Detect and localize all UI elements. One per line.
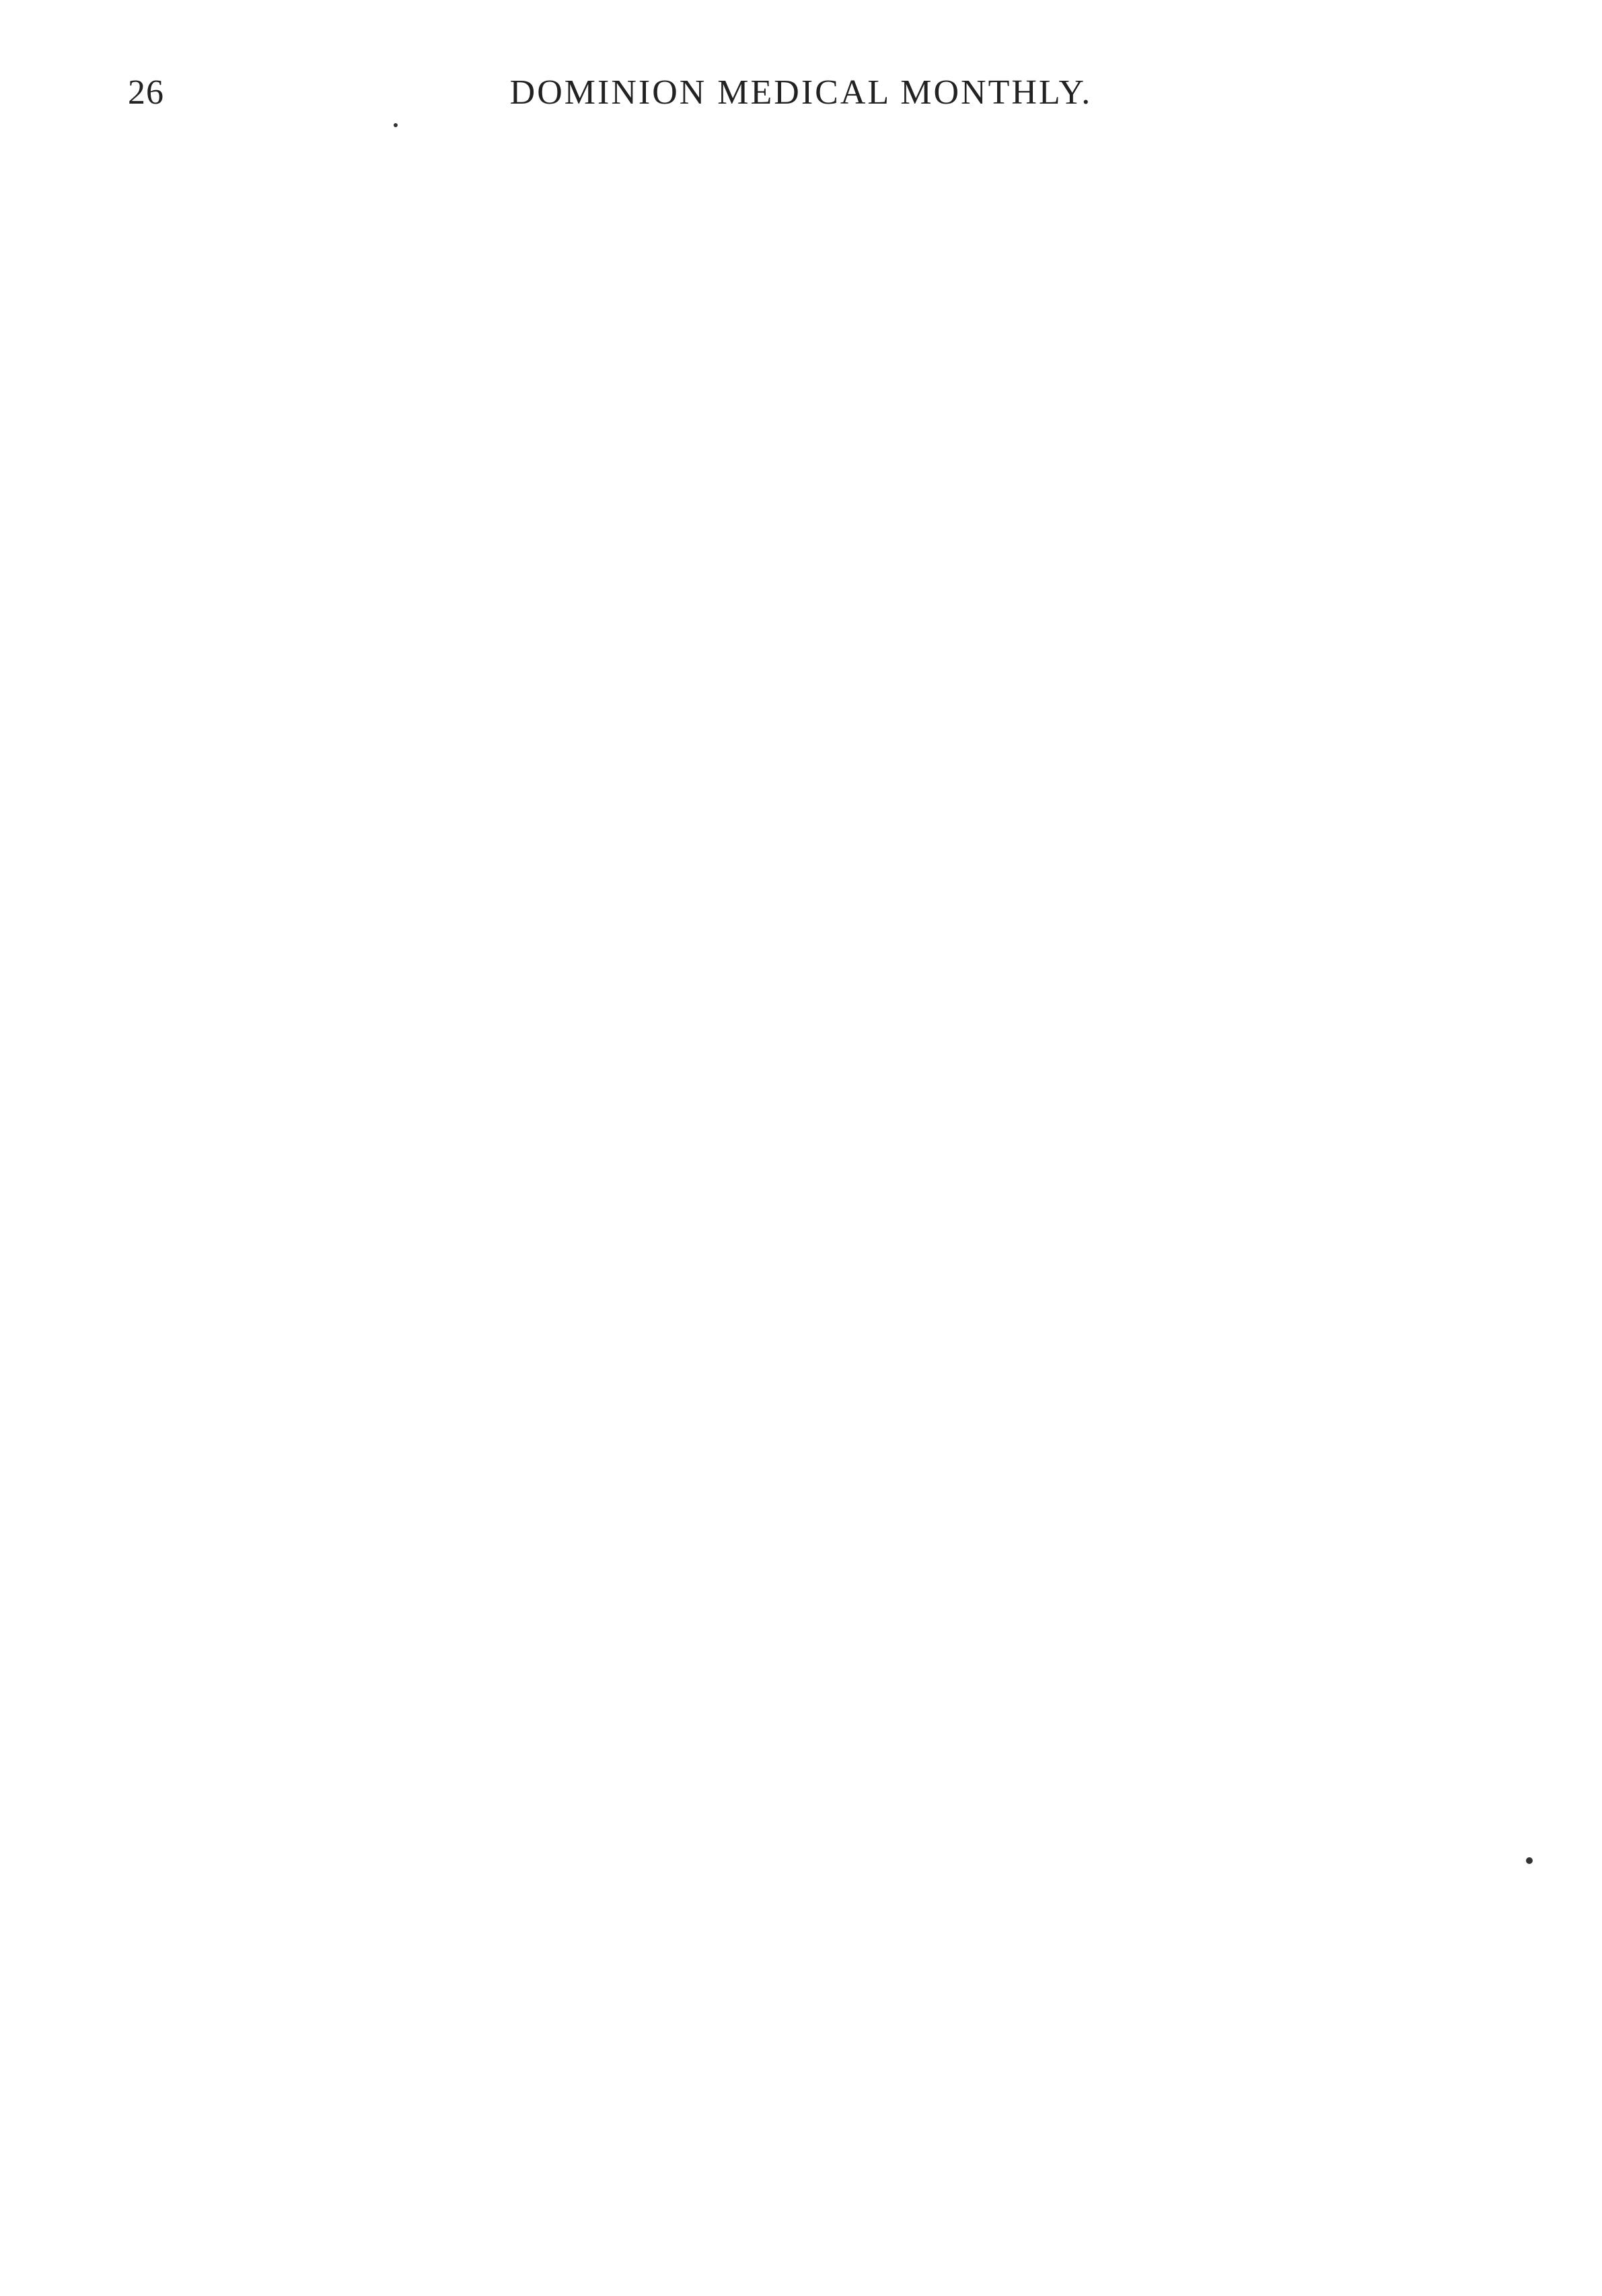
running-head (121, 73, 1481, 120)
page-number: 26 (128, 73, 164, 112)
text-columns (124, 138, 1477, 2224)
journal-title: DOMINION MEDICAL MONTHLY. (509, 73, 1093, 112)
left-column (124, 138, 774, 2224)
print-speck-dot (394, 123, 398, 127)
print-speck-dot (1526, 1857, 1533, 1864)
right-column (828, 138, 1477, 2224)
